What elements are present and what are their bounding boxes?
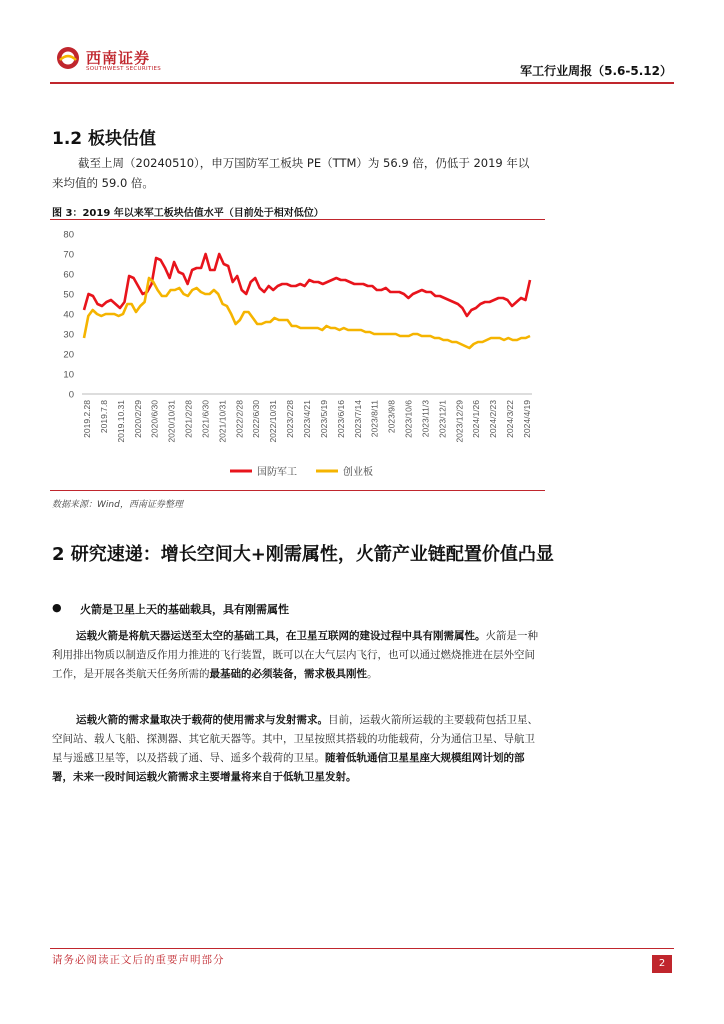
figure-bottom-rule	[50, 490, 545, 491]
section-heading-research: 2 研究速递：增长空间大+刚需属性，火箭产业链配置价值凸显	[52, 544, 554, 565]
x-tick-label: 2022/6/30	[251, 400, 262, 438]
x-tick-label: 2020/2/29	[132, 400, 143, 438]
brand-name: 西南证券	[86, 49, 151, 67]
p1-bold-lead: 运载火箭是将航天器运送至太空的基础工具，在卫星互联网的建设过程中具有刚需属性。	[76, 630, 486, 642]
figure-title: 图 3：2019 年以来军工板块估值水平（目前处于相对低位）	[52, 208, 324, 219]
x-tick-label: 2023/2/28	[285, 400, 296, 438]
series-line-chinext	[84, 278, 530, 348]
x-tick-label: 2023/10/6	[403, 400, 414, 438]
x-tick-label: 2021/2/28	[183, 400, 194, 438]
x-tick-label: 2023/12/29	[454, 400, 465, 443]
y-tick-label: 20	[63, 349, 74, 361]
report-title: 军工行业周报（5.6-5.12）	[520, 64, 672, 78]
x-tick-label: 2021/6/30	[200, 400, 211, 438]
y-tick-label: 60	[63, 269, 74, 281]
p1-bold-tail: 最基础的必须装备，需求极具刚性	[209, 668, 367, 680]
x-tick-label: 2020/10/31	[166, 400, 177, 443]
x-tick-label: 2019.7.8	[98, 400, 109, 434]
x-tick-label: 2023/8/11	[369, 400, 380, 438]
figure-top-rule	[50, 219, 545, 220]
p1-text: 火箭是一种利用排出物质以制造反作用力推进的飞行装置，既可以在大气层内飞行，也可以通过燃烧推进在层外空间工作，是开展各类航天任务所需的	[52, 630, 538, 680]
brand-name-en: SOUTHWEST SECURITIES	[86, 66, 162, 72]
valuation-paragraph-line2: 来均值的 59.0 倍。	[52, 176, 154, 190]
x-tick-label: 2024/1/26	[471, 400, 482, 438]
x-tick-label: 2024/4/19	[522, 400, 532, 438]
footer-disclaimer: 请务必阅读正文后的重要声明部分	[52, 954, 225, 966]
footer-divider	[50, 948, 674, 949]
legend-label: 创业板	[343, 467, 373, 478]
x-tick-label: 2024/3/22	[505, 400, 516, 438]
x-tick-label: 2024/2/23	[488, 400, 499, 438]
y-tick-label: 80	[63, 229, 74, 241]
y-tick-label: 10	[63, 369, 74, 381]
valuation-line-chart	[52, 222, 547, 488]
x-tick-label: 2023/4/21	[302, 400, 312, 438]
p1-end: 。	[367, 668, 378, 680]
x-tick-label: 2022/2/28	[234, 400, 245, 438]
x-tick-label: 2023/6/16	[335, 400, 346, 438]
header-divider	[50, 82, 674, 84]
company-logo-icon	[56, 46, 80, 70]
legend-label: 国防军工	[257, 467, 297, 478]
x-tick-label: 2020/6/30	[149, 400, 160, 438]
x-tick-label: 2023/9/8	[386, 400, 397, 434]
body-paragraph-1	[52, 627, 544, 684]
x-tick-label: 2023/7/14	[352, 400, 363, 438]
bullet-icon: ●	[52, 601, 62, 614]
valuation-paragraph-line1: 截至上周（20240510），申万国防军工板块 PE（TTM）为 56.9 倍，仍低于 2019 年以	[78, 156, 530, 170]
bullet-point: 火箭是卫星上天的基础载具，具有刚需属性	[80, 603, 289, 616]
figure-source: 数据来源：Wind，西南证券整理	[52, 500, 183, 510]
p2-bold-tail: 随着低轨通信卫星星座大规模组网计划的部署，未来一段时间运载火箭需求主要增量将来自于低轨卫星发射。	[52, 752, 525, 783]
section-heading-valuation: 1.2 板块估值	[52, 129, 157, 149]
x-tick-label: 2021/10/31	[217, 400, 228, 443]
x-tick-label: 2019.10.31	[115, 400, 126, 443]
x-tick-label: 2022/10/31	[268, 400, 279, 443]
body-paragraph-2	[52, 711, 544, 787]
x-tick-label: 2019.2.28	[82, 400, 92, 438]
p2-text: 目前，运载火箭所运载的主要载荷包括卫星、空间站、载人飞船、探测器、其它航天器等。其中，卫星按照其搭载的功能载荷，分为通信卫星、导航卫星与遥感卫星等，以及搭载了通、导、遥多个载荷的卫星。	[52, 714, 538, 764]
y-tick-label: 30	[63, 329, 74, 341]
x-tick-label: 2023/11/3	[420, 400, 431, 438]
y-tick-label: 0	[68, 389, 74, 401]
series-line-defense	[84, 254, 530, 316]
y-tick-label: 70	[63, 249, 74, 261]
y-tick-label: 40	[63, 309, 74, 321]
x-tick-label: 2023/5/19	[318, 400, 329, 438]
page-number: 2	[652, 955, 672, 973]
p2-bold-lead: 运载火箭的需求量取决于载荷的使用需求与发射需求。	[76, 714, 328, 726]
y-tick-label: 50	[63, 289, 74, 301]
x-tick-label: 2023/12/1	[437, 400, 448, 438]
